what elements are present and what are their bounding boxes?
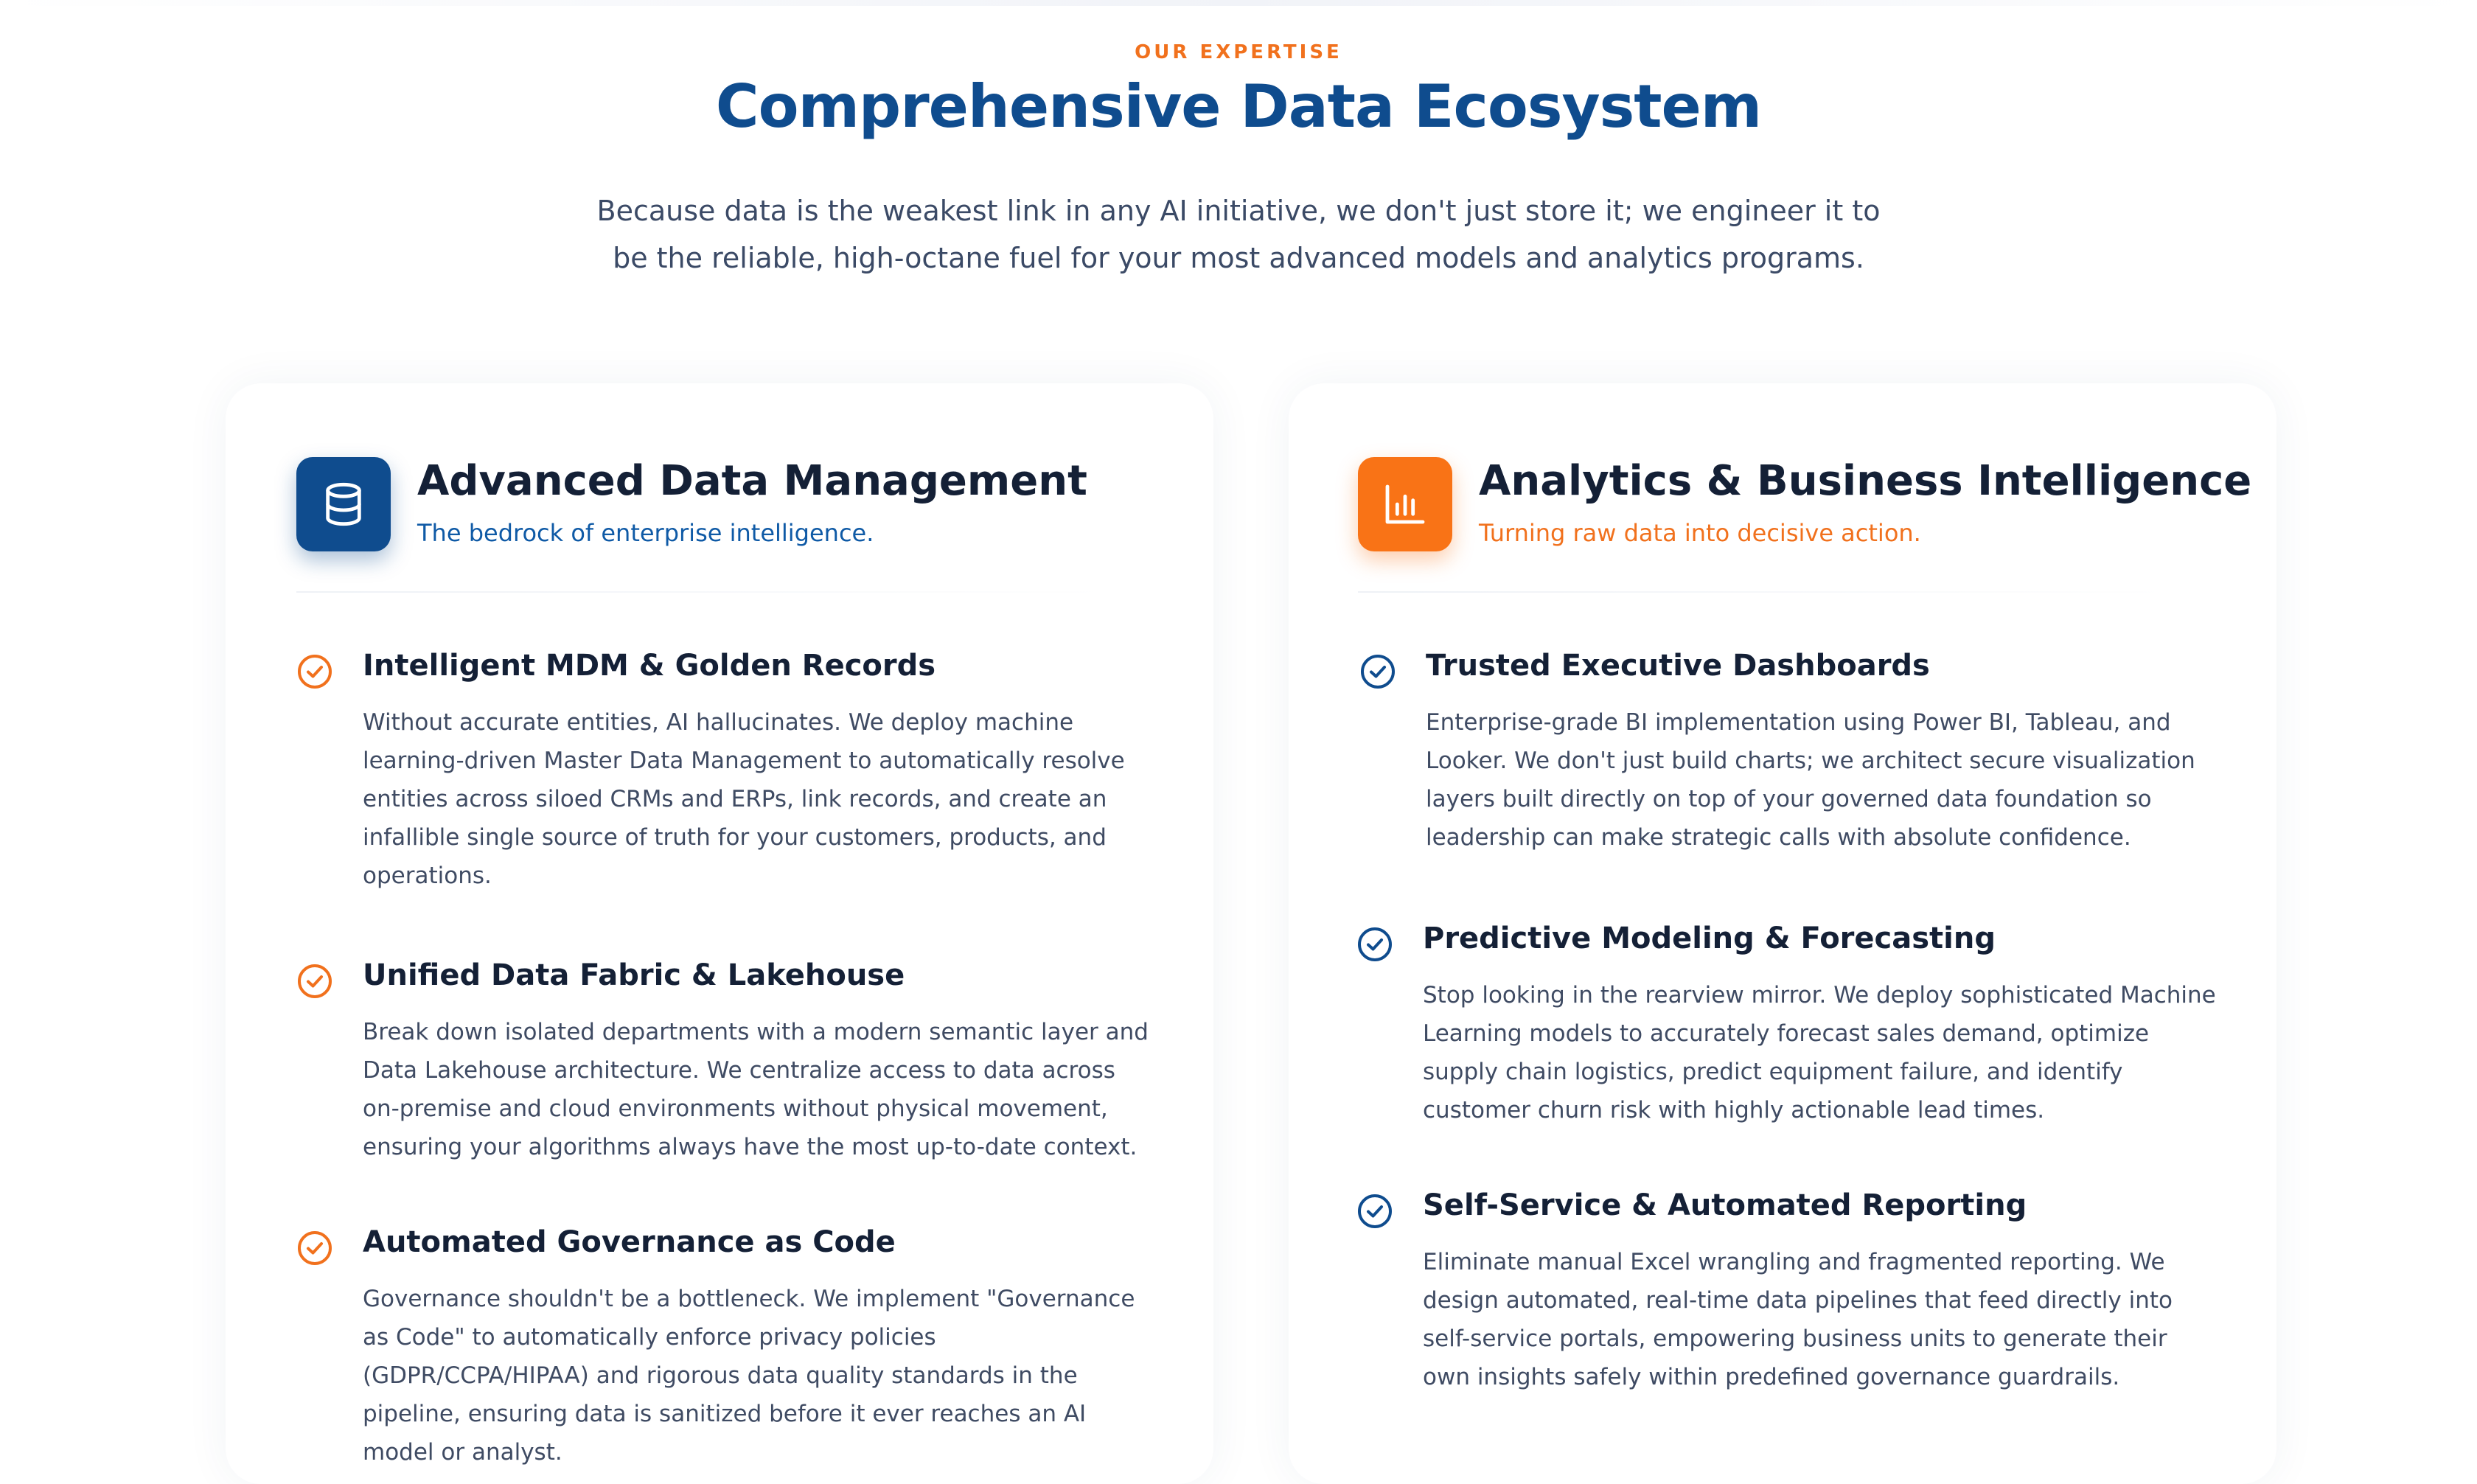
feature-description: Enterprise-grade BI implementation using Power BI, Tableau, and Looker. We don't just build charts; we architect secure visualization layers built directly on top of your governed data foundation so leadership can make strategic calls with absolute confidence. — [1426, 709, 2195, 851]
feature-description: Without accurate entities, AI hallucinates. We deploy machine learning-driven Master Data Management to automatically resolve entities across siloed CRMs and ERPs, link records, and create an infallible single source of truth for your customers, products, and operations. — [363, 709, 1125, 889]
feature-title: Trusted Executive Dashboards — [1426, 649, 1930, 683]
database-icon — [296, 457, 391, 551]
card-title: Analytics & Business Intelligence — [1479, 457, 2252, 505]
feature-title: Self-Service & Automated Reporting — [1423, 1188, 2027, 1222]
section-title: Comprehensive Data Ecosystem — [715, 72, 1762, 141]
card-title: Advanced Data Management — [417, 457, 1087, 505]
card-analytics-bi — [1289, 383, 2276, 1484]
check-circle-icon — [296, 653, 333, 690]
feature-title: Intelligent MDM & Golden Records — [363, 649, 936, 683]
section-eyebrow: OUR EXPERTISE — [1135, 41, 1342, 63]
feature-title: Predictive Modeling & Forecasting — [1423, 922, 1996, 955]
feature-description: Governance shouldn't be a bottleneck. We implement "Governance as Code" to automatically enforce privacy policies (GDPR/CCPA/HIPAA) and rigorous data quality standards in the pipeline, ensuring data is sanitized before it ever reaches an AI model or analyst. — [363, 1286, 1135, 1466]
check-circle-icon — [296, 963, 333, 1000]
card-subtitle: Turning raw data into decisive action. — [1479, 519, 1921, 547]
check-circle-icon — [1359, 653, 1396, 690]
card-subtitle: The bedrock of enterprise intelligence. — [417, 519, 874, 547]
card-data-management — [226, 383, 1213, 1484]
check-circle-icon — [1356, 926, 1393, 963]
feature-title: Automated Governance as Code — [363, 1225, 896, 1259]
feature-description: Break down isolated departments with a modern semantic layer and Data Lakehouse architecture. We centralize access to data across on-premise and cloud environments without physical movement, ensuring your algorithms always have the most up-to-date context. — [363, 1019, 1149, 1160]
card-divider — [296, 591, 1107, 593]
bar-chart-icon — [1358, 457, 1452, 551]
section-intro: Because data is the weakest link in any AI initiative, we don't just store it; we engineer it to be the reliable, high-octane fuel for your most advanced models and analytics programs. — [596, 195, 1881, 274]
card-divider — [1358, 591, 2169, 593]
check-circle-icon — [296, 1230, 333, 1267]
feature-description: Eliminate manual Excel wrangling and fragmented reporting. We design automated, real-time data pipelines that feed directly into self-service portals, empowering business units to generate their own insights safely within predefined governance guardrails. — [1423, 1249, 2173, 1390]
check-circle-icon — [1356, 1193, 1393, 1230]
feature-title: Unified Data Fabric & Lakehouse — [363, 958, 905, 992]
top-divider — [0, 0, 2477, 6]
feature-description: Stop looking in the rearview mirror. We deploy sophisticated Machine Learning models to accurately forecast sales demand, optimize supply chain logistics, predict equipment failure, and identify customer churn risk with highly actionable lead times. — [1423, 982, 2216, 1124]
